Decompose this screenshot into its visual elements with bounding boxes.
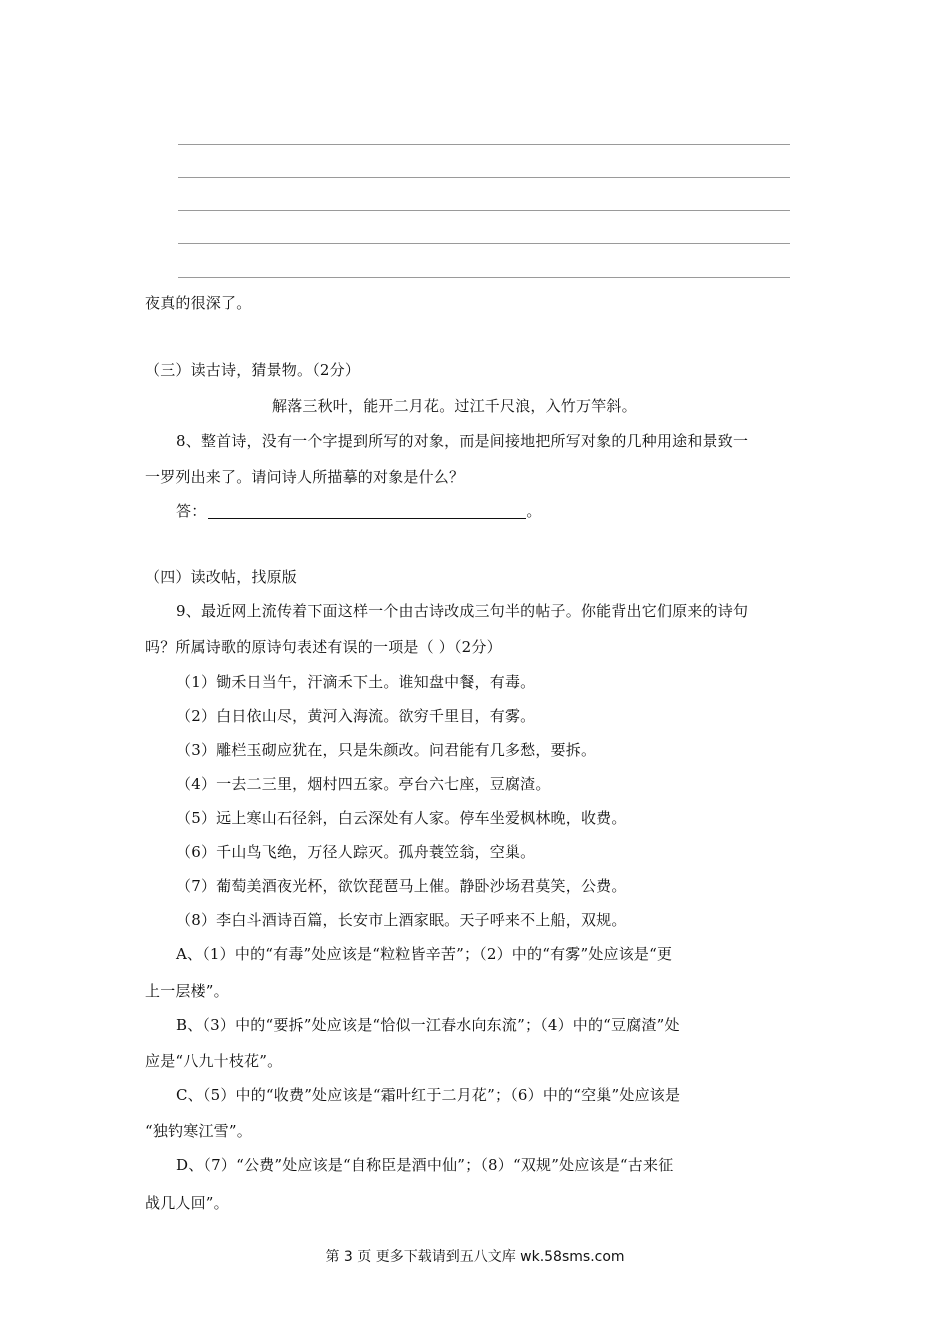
question9-line2: 吗？所属诗歌的原诗句表述有误的一项是（ ）（2分） bbox=[145, 638, 502, 656]
answer-blank-line-4 bbox=[178, 243, 790, 244]
answer-blank-line-3 bbox=[178, 210, 790, 211]
option-a-line1: A、（1）中的“有毒”处应该是“粒粒皆辛苦”；（2）中的“有雾”处应该是“更 bbox=[176, 945, 673, 963]
poem-item-2: （2）白日依山尽，黄河入海流。欲穷千里目，有雾。 bbox=[176, 707, 536, 725]
section4-heading: （四）读改帖，找原版 bbox=[145, 568, 298, 586]
option-b-line1: B、（3）中的“要拆”处应该是“恰似一江春水向东流”；（4）中的“豆腐渣”处 bbox=[176, 1016, 680, 1034]
carryover-sentence: 夜真的很深了。 bbox=[145, 294, 252, 312]
answer-blank-line-1 bbox=[178, 144, 790, 145]
answer-label: 答： bbox=[176, 502, 207, 520]
section3-poem: 解落三秋叶，能开二月花。过江千尺浪，入竹万竿斜。 bbox=[272, 397, 637, 415]
poem-item-4: （4）一去二三里，烟村四五家。亭台六七座，豆腐渣。 bbox=[176, 775, 551, 793]
answer-blank-line-2 bbox=[178, 177, 790, 178]
poem-item-1: （1）锄禾日当午，汗滴禾下土。谁知盘中餐，有毒。 bbox=[176, 673, 536, 691]
poem-item-5: （5）远上寒山石径斜，白云深处有人家。停车坐爱枫林晚，收费。 bbox=[176, 809, 627, 827]
section3-heading: （三）读古诗，猜景物。（2分） bbox=[145, 361, 361, 379]
poem-item-8: （8）李白斗酒诗百篇，长安市上酒家眠。天子呼来不上船，双规。 bbox=[176, 911, 627, 929]
option-a-line2: 上一层楼”。 bbox=[145, 982, 229, 1000]
poem-item-3: （3）雕栏玉砌应犹在，只是朱颜改。问君能有几多愁，要拆。 bbox=[176, 741, 597, 759]
question8-line1: 8、整首诗，没有一个字提到所写的对象，而是间接地把所写对象的几种用途和景致一 bbox=[176, 432, 749, 450]
poem-item-6: （6）千山鸟飞绝，万径人踪灭。孤舟蓑笠翁，空巢。 bbox=[176, 843, 536, 861]
answer-input-line[interactable] bbox=[208, 502, 526, 519]
page-footer: 第 3 页 更多下载请到五八文库 wk.58sms.com bbox=[325, 1249, 625, 1265]
option-c-line2: “独钓寒江雪”。 bbox=[145, 1122, 252, 1140]
option-d-line1: D、（7）“公费”处应该是“自称臣是酒中仙”；（8）“双规”处应该是“古来征 bbox=[176, 1156, 674, 1174]
poem-item-7: （7）葡萄美酒夜光杯，欲饮琵琶马上催。静卧沙场君莫笑，公费。 bbox=[176, 877, 627, 895]
question9-line1: 9、最近网上流传着下面这样一个由古诗改成三句半的帖子。你能背出它们原来的诗句 bbox=[176, 602, 749, 620]
question8-answer-row bbox=[176, 501, 542, 521]
question8-line2: 一罗列出来了。请问诗人所描摹的对象是什么？ bbox=[145, 468, 465, 486]
option-c-line1: C、（5）中的“收费”处应该是“霜叶红于二月花”；（6）中的“空巢”处应该是 bbox=[176, 1086, 681, 1104]
answer-blank-line-5 bbox=[178, 277, 790, 278]
option-b-line2: 应是“八九十枝花”。 bbox=[145, 1052, 283, 1070]
answer-period: 。 bbox=[526, 502, 542, 520]
option-d-line2: 战几人回”。 bbox=[145, 1194, 229, 1212]
